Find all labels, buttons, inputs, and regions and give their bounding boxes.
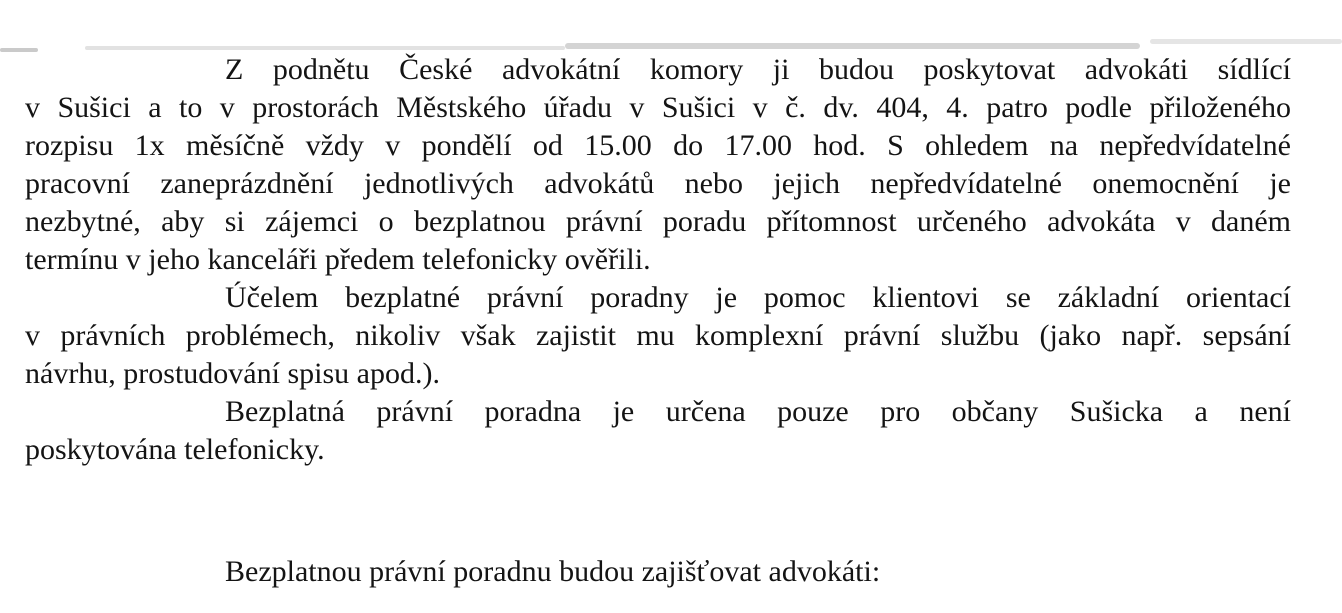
paragraph-3-line-2: poskytována telefonicky. xyxy=(25,433,325,466)
paragraph-2-line-1: Účelem bezplatné právní poradny je pomoc klientovi se základní orientací xyxy=(225,281,1291,314)
document-text-block xyxy=(25,51,1291,591)
paragraph-1-line-3: rozpisu 1x měsíčně vždy v pondělí od 15.00 do 17.00 hod. S ohledem na nepředvídatelné xyxy=(25,129,1291,162)
paragraph-1-line-4: pracovní zaneprázdnění jednotlivých advokátů nebo jejich nepředvídatelné onemocnění je xyxy=(25,167,1291,200)
scan-smudge-artifact xyxy=(565,43,1140,49)
paragraph-2-line-2: v právních problémech, nikoliv však zajistit mu komplexní právní službu (jako např. sepsání xyxy=(25,319,1291,352)
closing-line: Bezplatnou právní poradnu budou zajišťovat advokáti: xyxy=(225,555,881,588)
paragraph-1 xyxy=(25,51,1291,279)
paragraph-3-line-1: Bezplatná právní poradna je určena pouze pro občany Sušicka a není xyxy=(225,395,1291,428)
paragraph-1-line-2: v Sušici a to v prostorách Městského úřadu v Sušici v č. dv. 404, 4. patro podle přiloženého xyxy=(25,91,1291,124)
paragraph-2-line-3: návrhu, prostudování spisu apod.). xyxy=(25,357,440,390)
scan-smudge-artifact xyxy=(85,46,565,50)
paragraph-1-line-6: termínu v jeho kanceláři předem telefonicky ověřili. xyxy=(25,243,651,276)
paragraph-3 xyxy=(25,393,1291,469)
paragraph-1-line-5: nezbytné, aby si zájemci o bezplatnou právní poradu přítomnost určeného advokáta v daném xyxy=(25,205,1291,238)
paragraph-1-line-1: Z podnětu České advokátní komory ji budou poskytovat advokáti sídlící xyxy=(225,53,1291,86)
scan-smudge-artifact xyxy=(1150,39,1342,44)
paragraph-2 xyxy=(25,279,1291,393)
